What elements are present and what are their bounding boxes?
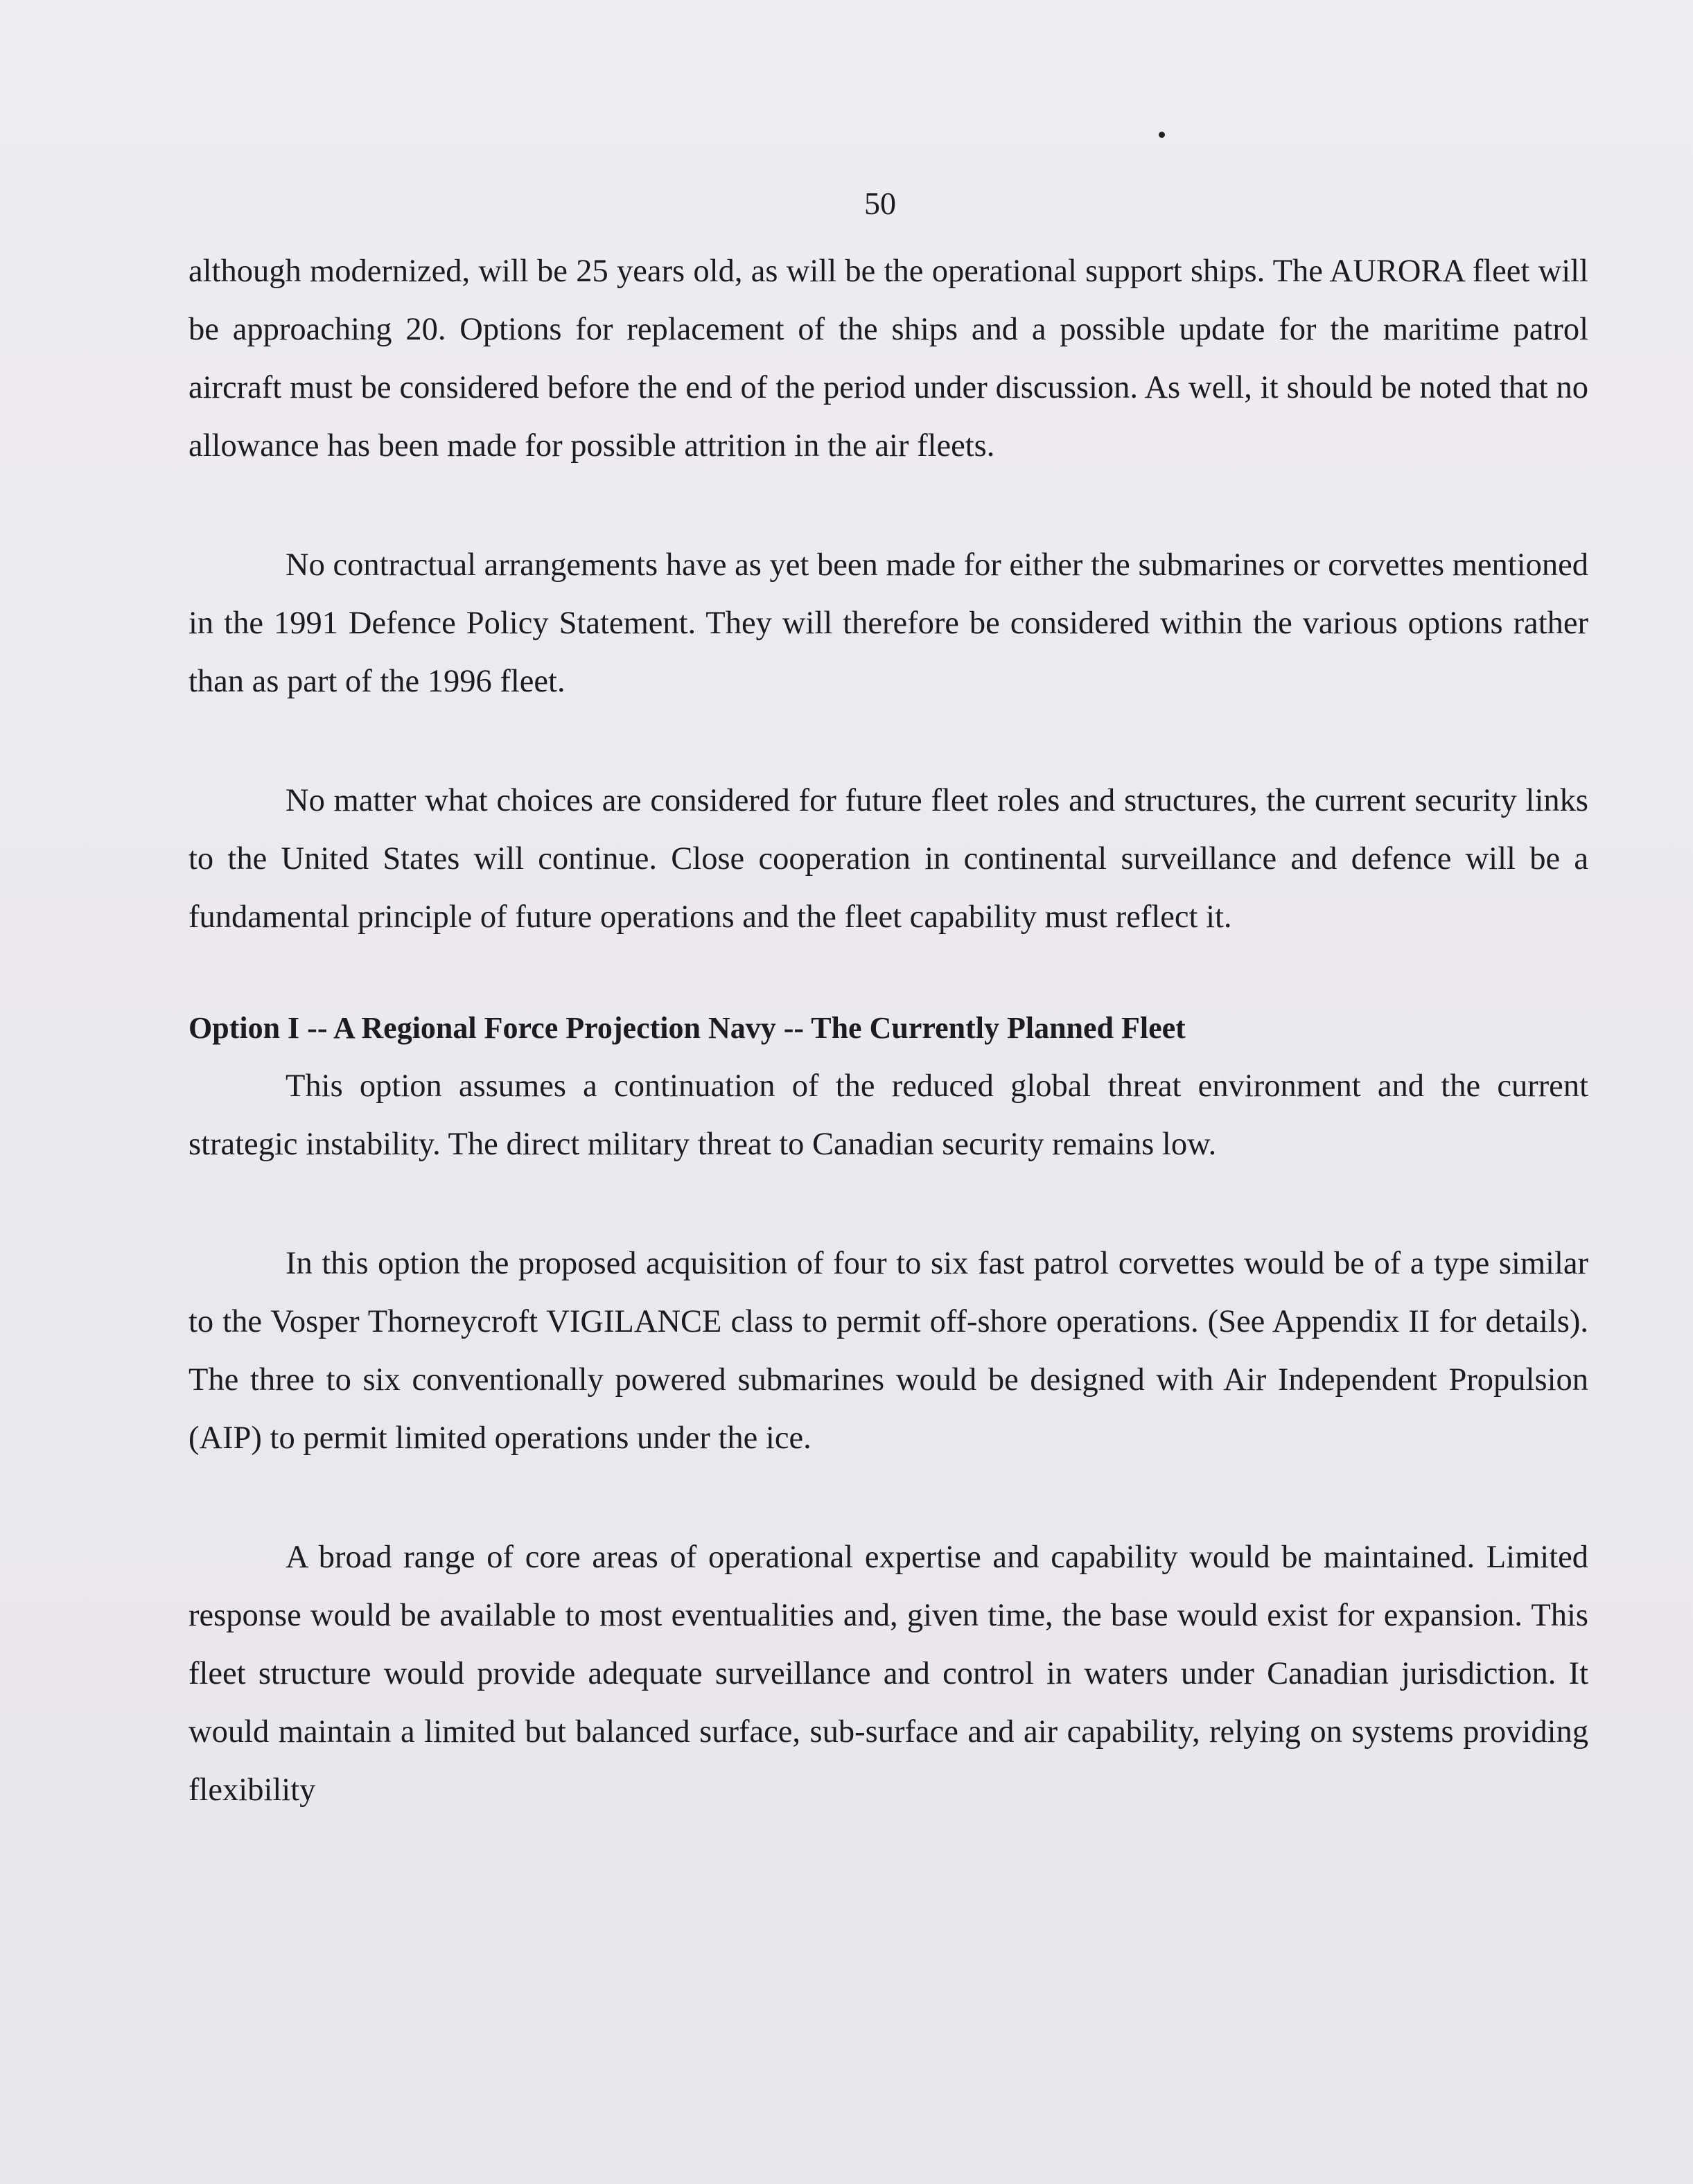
paragraph-security-links: No matter what choices are considered for future fleet roles and structures, the current security links to the United States will continue. Close cooperation in continental surveillance and defence will be a fundamental principle of future operations and the fleet capability must reflect it. xyxy=(188,783,1588,935)
paragraph-option-assumption: This option assumes a continuation of the reduced global threat environment and the current strategic instability. The direct military threat to Canadian security remains low. xyxy=(188,1068,1588,1162)
body-text xyxy=(188,243,1588,1881)
section-heading-option-1: Option I -- A Regional Force Projection Navy -- The Currently Planned Fleet xyxy=(188,1011,1186,1045)
paragraph-continuation: although modernized, will be 25 years old, as will be the operational support ships. The AURORA fleet will be approaching 20. Options for replacement of the ships and a possible update for the maritime patrol aircraft must be considered before the end of the period under discussion. As well, it should be noted that no allowance has been made for possible attrition in the air fleets. xyxy=(188,254,1588,464)
scan-speck xyxy=(1159,132,1165,138)
paragraph-acquisition: In this option the proposed acquisition of four to six fast patrol corvettes would be of a type similar to the Vosper Thorneycroft VIGILANCE class to permit off-shore operations. (See Appendix II for details). The three to six conventionally powered submarines would be designed with Air Independent Propulsion (AIP) to permit limited operations under the ice. xyxy=(188,1246,1588,1456)
page-number: 50 xyxy=(864,186,896,221)
paragraph-contractual-arrangements: No contractual arrangements have as yet been made for either the submarines or corvettes mentioned in the 1991 Defence Policy Statement. They will therefore be considered within the various options rather than as part of the 1996 fleet. xyxy=(188,547,1588,699)
paragraph-core-capability: A broad range of core areas of operational expertise and capability would be maintained. Limited response would be available to most eventualities and, given time, the base would exist for expansion. This fleet structure would provide adequate surveillance and control in waters under Canadian jurisdiction. It would maintain a limited but balanced surface, sub-surface and air capability, relying on systems providing flexibility xyxy=(188,1540,1588,1808)
